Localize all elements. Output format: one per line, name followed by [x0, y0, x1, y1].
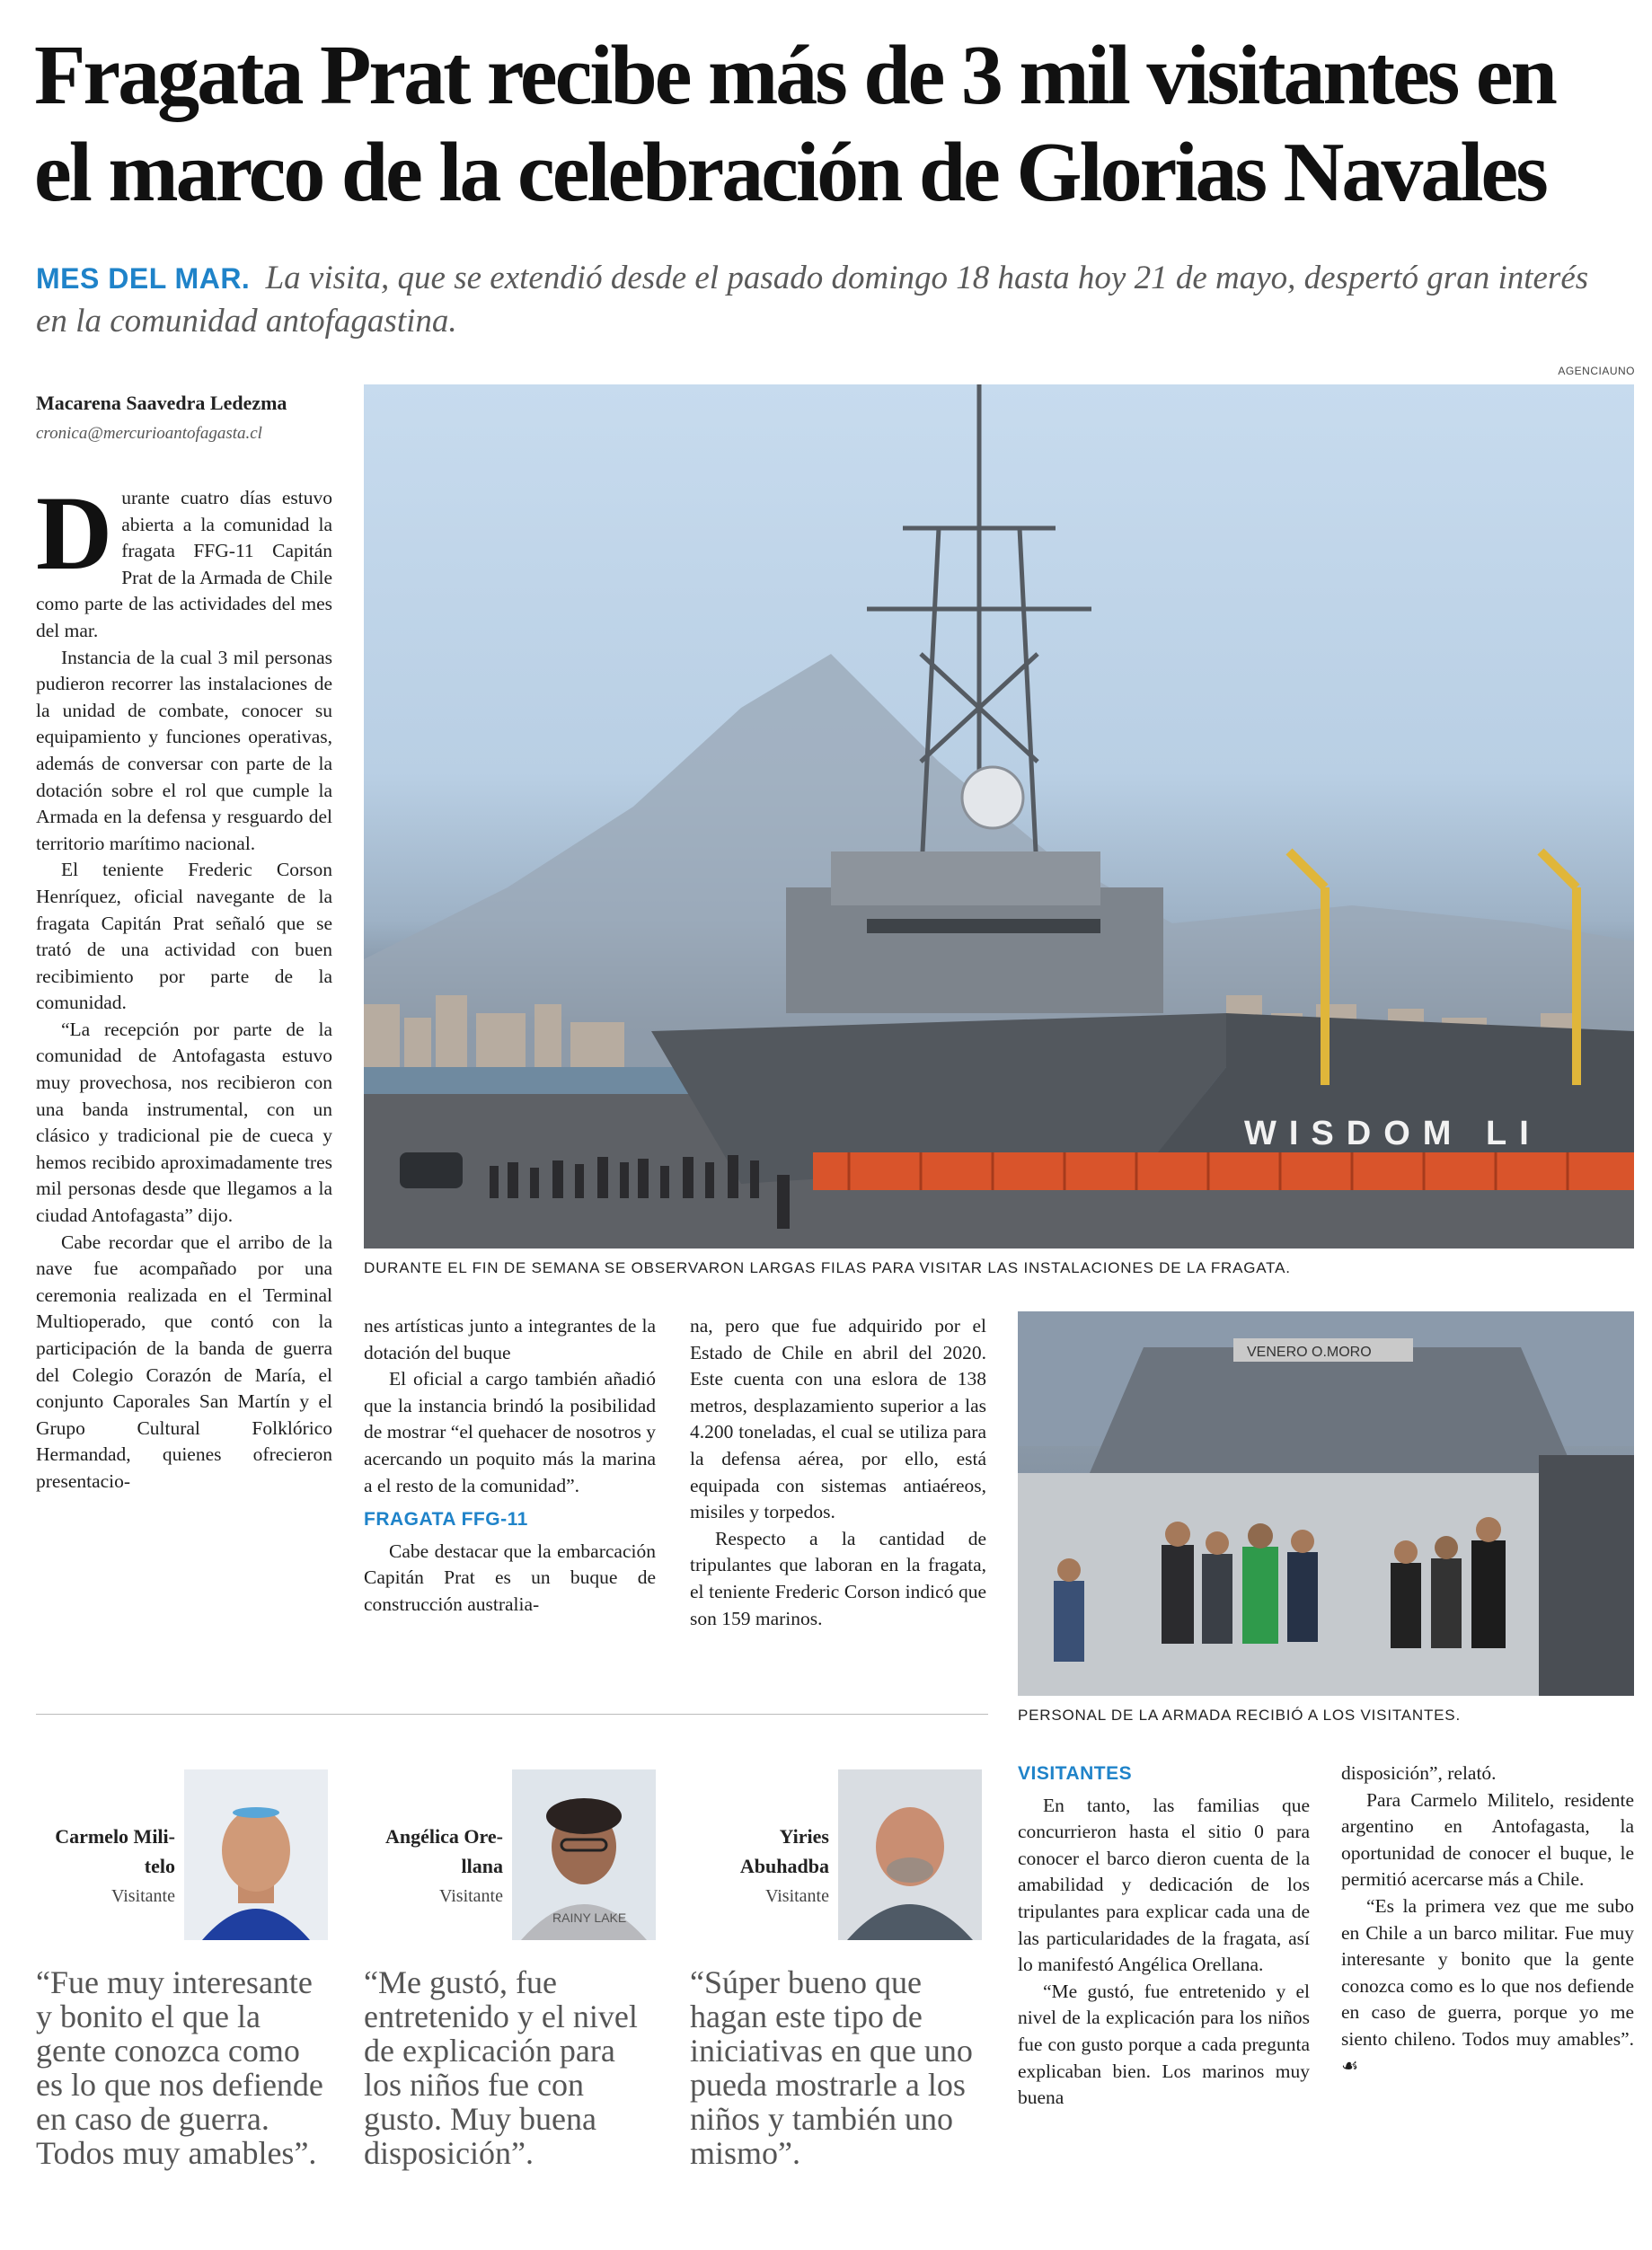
- paragraph-6: nes artísticas junto a integrantes de la dotación del buque: [364, 1315, 656, 1363]
- bridge-sign-text: VENERO O.MORO: [1247, 1345, 1372, 1360]
- main-photo: [364, 384, 1634, 1249]
- profiles-divider: [36, 1714, 988, 1715]
- profile-2-name: Angélica Ore- llana: [385, 1825, 503, 1877]
- subhead-fragata: FRAGATA FFG-11: [364, 1509, 528, 1531]
- deck-visitors-illustration: [1018, 1311, 1634, 1696]
- photo-credit: AGENCIAUNO: [1558, 365, 1635, 377]
- paragraph-13: disposición”, relató.: [1341, 1762, 1497, 1784]
- paragraph-11: En tanto, las familias que concurrieron hasta el sitio 0 para conocer el barco dieron cuenta de la amabilidad y dedicación de los tripulantes para explicar cada una de las particularidades de la fragata, así lo manifestó Angélica Orellana.: [1018, 1794, 1310, 1976]
- column-4: [1018, 1760, 1310, 2112]
- author-name: Macarena Saavedra Ledezma: [36, 392, 287, 414]
- profile-3-photo: [838, 1769, 982, 1940]
- profile-yiries: [690, 1751, 986, 1940]
- profile-2-role: Visitante: [438, 1886, 503, 1906]
- deck-text: La visita, que se extendió desde el pasado domingo 18 hasta hoy 21 de mayo, despertó gran interés en la comunidad antofagastina.: [36, 260, 1589, 340]
- profile-1-quote: “Fue muy interesante y bonito el que la gente conozca como es lo que nos defiende en caso de guerra. Todos muy amables”.: [36, 1964, 323, 2171]
- paragraph-4: “La recepción por parte de la comunidad de Antofagasta estuvo muy provechosa, nos recibieron con una banda instrumental, con un clásico y tradicional pie de cueca y hemos recibido aproximadamente tres mil personas desde que llegamos a la ciudad Antofagasta” dijo.: [36, 1018, 332, 1227]
- paragraph-3: El teniente Frederic Corson Henríquez, oficial navegante de la fragata Capitán Prat señaló que se trató de una actividad con buen recibimiento por parte de la comunidad.: [36, 859, 332, 1014]
- dropcap: D: [36, 474, 113, 592]
- author-email[interactable]: cronica@mercurioantofagasta.cl: [36, 424, 262, 443]
- paragraph-1-text: urante cuatro días estuvo abierta a la comunidad la fragata FFG-11 Capitán Prat de la Armada de Chile como parte de las actividades del mes del mar.: [36, 487, 332, 641]
- deck: [36, 257, 1617, 343]
- paragraph-12: “Me gustó, fue entretenido y el nivel de la explicación para los niños fue con gusto porque a cada pregunta explicaban bien. Los marinos muy buena: [1018, 1980, 1310, 2109]
- profile-3-name: Yiries Abuhadba: [739, 1825, 829, 1877]
- byline: [36, 392, 359, 444]
- profile-1-name: Carmelo Mili- telo: [55, 1825, 175, 1877]
- secondary-photo: [1018, 1311, 1634, 1696]
- frigate-illustration: [364, 384, 1634, 1249]
- profile-angelica: [364, 1751, 660, 1940]
- paragraph-2: Instancia de la cual 3 mil personas pudieron recorrer las instalaciones de la unidad de combate, conocer su equipamiento y funciones operativas, además de conversar con parte de la dotación sobre el rol que cumple la Armada en la defensa y resguardo del territorio marítimo nacional.: [36, 646, 332, 854]
- ship-name-text: WISDOM LI: [1244, 1115, 1542, 1152]
- headline: [34, 27, 1633, 221]
- paragraph-5: Cabe recordar que el arribo de la nave fue acompañado por una ceremonia realizada en el Terminal Multioperado, que contó con la participación de la banda de guerra del Colegio Corazón de María, el conjunto Caporales San Martín y el Grupo Cultural Folklórico Hermandad, quienes ofrecieron presentacio-: [36, 1231, 332, 1492]
- profile-2-shirt-text: RAINY LAKE: [552, 1910, 627, 1925]
- profile-1-photo: [184, 1769, 328, 1940]
- profile-carmelo: [36, 1751, 332, 1940]
- subhead-visitantes: VISITANTES: [1018, 1763, 1133, 1784]
- profile-3-role: Visitante: [764, 1886, 829, 1906]
- headline-line-2: el marco de la celebración de Glorias Navales: [34, 126, 1546, 219]
- paragraph-9: na, pero que fue adquirido por el Estado de Chile en abril del 2020. Este cuenta con una eslora de 138 metros, desplazamiento superior a las 4.200 toneladas, el cual se utiliza para la defensa aérea, por ello, está equipada con sistemas antiaéreos, misiles y torpedos.: [690, 1315, 986, 1523]
- paragraph-7: El oficial a cargo también añadió que la instancia brindó la posibilidad de mostrar “el quehacer de nosotros y acercando un poquito más la marina a el resto de la comunidad”.: [364, 1368, 656, 1496]
- column-3: [690, 1313, 986, 1632]
- headline-line-1: Fragata Prat recibe más de 3 mil visitantes en: [34, 29, 1555, 122]
- profile-2-quote: “Me gustó, fue entretenido y el nivel de explicación para los niños fue con gusto. Muy buena disposición”.: [364, 1964, 638, 2171]
- profile-2-photo: [512, 1769, 656, 1940]
- profile-1-role: Visitante: [110, 1886, 175, 1906]
- kicker: MES DEL MAR.: [36, 262, 251, 295]
- profile-3-quote: “Súper bueno que hagan este tipo de iniciativas en que uno pueda mostrarle a los niños y también uno mismo”.: [690, 1964, 973, 2171]
- column-2: [364, 1313, 656, 1619]
- column-5: [1341, 1760, 1634, 2079]
- main-photo-caption: DURANTE EL FIN DE SEMANA SE OBSERVARON LARGAS FILAS PARA VISITAR LAS INSTALACIONES DE LA FRAGATA.: [364, 1259, 1291, 1276]
- paragraph-8: Cabe destacar que la embarcación Capitán Prat es un buque de construcción australia-: [364, 1540, 656, 1615]
- paragraph-14: Para Carmelo Militelo, residente argentino en Antofagasta, la oportunidad de conocer el buque, le permitió acercarse más a Chile.: [1341, 1788, 1634, 1891]
- paragraph-10: Respecto a la cantidad de tripulantes que laboran en la fragata, el teniente Frederic Corson indicó que son 159 marinos.: [690, 1527, 986, 1629]
- column-1: [36, 474, 332, 1496]
- paragraph-1: [36, 474, 332, 645]
- paragraph-15: “Es la primera vez que me subo en Chile a un barco militar. Fue muy interesante y bonito que la gente conozca como es lo que nos defiende en caso de guerra, porque yo me siento chileno. Todos muy amables”. ☙: [1341, 1894, 1634, 2077]
- secondary-photo-caption: PERSONAL DE LA ARMADA RECIBIÓ A LOS VISITANTES.: [1018, 1707, 1461, 1724]
